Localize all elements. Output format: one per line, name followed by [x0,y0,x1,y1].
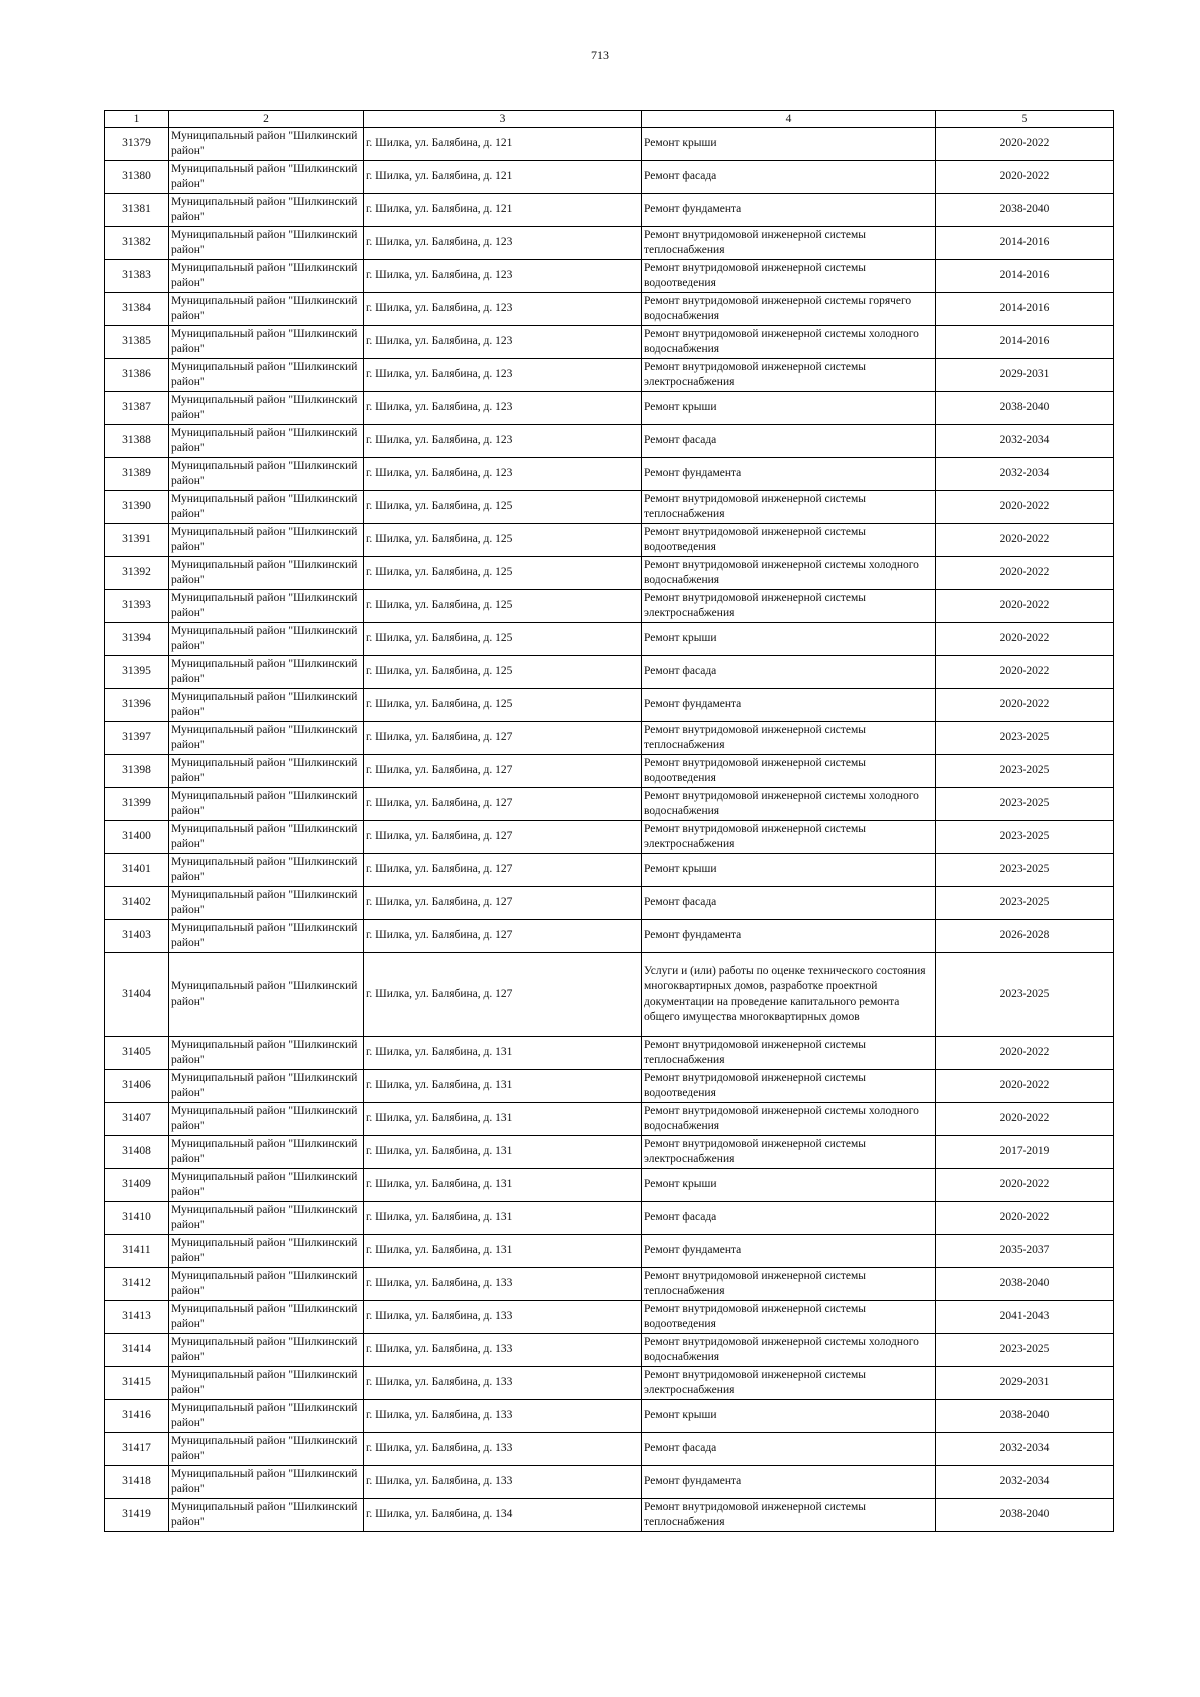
period-cell: 2020-2022 [936,491,1114,524]
header-col-2: 2 [169,111,364,128]
row-number-cell: 31418 [105,1466,169,1499]
table-row [105,755,1114,788]
table-row [105,1334,1114,1367]
table-row [105,953,1114,1037]
period-cell: 2014-2016 [936,326,1114,359]
municipal-area-cell: Муниципальный район "Шилкинский район" [169,887,364,920]
municipal-area-cell: Муниципальный район "Шилкинский район" [169,1103,364,1136]
address-cell: г. Шилка, ул. Балябина, д. 127 [364,788,642,821]
address-cell: г. Шилка, ул. Балябина, д. 125 [364,590,642,623]
work-type-cell: Ремонт внутридомовой инженерной системы холодного водоснабжения [642,557,936,590]
municipal-area-cell: Муниципальный район "Шилкинский район" [169,1433,364,1466]
municipal-area-cell: Муниципальный район "Шилкинский район" [169,689,364,722]
period-cell: 2020-2022 [936,161,1114,194]
municipal-area-cell: Муниципальный район "Шилкинский район" [169,1037,364,1070]
row-number-cell: 31391 [105,524,169,557]
municipal-area-cell: Муниципальный район "Шилкинский район" [169,359,364,392]
address-cell: г. Шилка, ул. Балябина, д. 125 [364,491,642,524]
row-number-cell: 31403 [105,920,169,953]
municipal-area-cell: Муниципальный район "Шилкинский район" [169,1301,364,1334]
work-type-cell: Ремонт крыши [642,1169,936,1202]
municipal-area-cell: Муниципальный район "Шилкинский район" [169,260,364,293]
header-row [105,111,1114,128]
municipal-area-cell: Муниципальный район "Шилкинский район" [169,1235,364,1268]
address-cell: г. Шилка, ул. Балябина, д. 123 [364,359,642,392]
row-number-cell: 31381 [105,194,169,227]
row-number-cell: 31405 [105,1037,169,1070]
work-type-cell: Ремонт фасада [642,425,936,458]
municipal-area-cell: Муниципальный район "Шилкинский район" [169,953,364,1037]
row-number-cell: 31393 [105,590,169,623]
row-number-cell: 31399 [105,788,169,821]
period-cell: 2029-2031 [936,359,1114,392]
address-cell: г. Шилка, ул. Балябина, д. 123 [364,326,642,359]
table-row [105,887,1114,920]
table-row [105,425,1114,458]
address-cell: г. Шилка, ул. Балябина, д. 131 [364,1070,642,1103]
address-cell: г. Шилка, ул. Балябина, д. 133 [364,1400,642,1433]
work-type-cell: Ремонт внутридомовой инженерной системы холодного водоснабжения [642,326,936,359]
table-row [105,1136,1114,1169]
work-type-cell: Ремонт внутридомовой инженерной системы электроснабжения [642,590,936,623]
address-cell: г. Шилка, ул. Балябина, д. 127 [364,887,642,920]
address-cell: г. Шилка, ул. Балябина, д. 131 [364,1235,642,1268]
municipal-area-cell: Муниципальный район "Шилкинский район" [169,1400,364,1433]
address-cell: г. Шилка, ул. Балябина, д. 127 [364,722,642,755]
work-type-cell: Ремонт внутридомовой инженерной системы водоотведения [642,1301,936,1334]
work-type-cell: Ремонт крыши [642,1400,936,1433]
municipal-area-cell: Муниципальный район "Шилкинский район" [169,1466,364,1499]
header-col-3: 3 [364,111,642,128]
period-cell: 2023-2025 [936,788,1114,821]
address-cell: г. Шилка, ул. Балябина, д. 127 [364,755,642,788]
municipal-area-cell: Муниципальный район "Шилкинский район" [169,623,364,656]
period-cell: 2038-2040 [936,392,1114,425]
row-number-cell: 31397 [105,722,169,755]
work-type-cell: Ремонт фасада [642,161,936,194]
row-number-cell: 31392 [105,557,169,590]
row-number-cell: 31382 [105,227,169,260]
table-row [105,1367,1114,1400]
table-body [105,128,1114,1532]
table-row [105,821,1114,854]
address-cell: г. Шилка, ул. Балябина, д. 125 [364,689,642,722]
row-number-cell: 31400 [105,821,169,854]
municipal-area-cell: Муниципальный район "Шилкинский район" [169,194,364,227]
period-cell: 2038-2040 [936,1499,1114,1532]
address-cell: г. Шилка, ул. Балябина, д. 131 [364,1202,642,1235]
municipal-area-cell: Муниципальный район "Шилкинский район" [169,1499,364,1532]
address-cell: г. Шилка, ул. Балябина, д. 121 [364,161,642,194]
row-number-cell: 31385 [105,326,169,359]
municipal-area-cell: Муниципальный район "Шилкинский район" [169,1169,364,1202]
work-type-cell: Ремонт внутридомовой инженерной системы электроснабжения [642,1367,936,1400]
address-cell: г. Шилка, ул. Балябина, д. 123 [364,293,642,326]
header-col-1: 1 [105,111,169,128]
work-type-cell: Ремонт внутридомовой инженерной системы водоотведения [642,755,936,788]
work-type-cell: Ремонт внутридомовой инженерной системы холодного водоснабжения [642,1103,936,1136]
period-cell: 2032-2034 [936,1433,1114,1466]
municipal-area-cell: Муниципальный район "Шилкинский район" [169,788,364,821]
work-type-cell: Ремонт фасада [642,887,936,920]
work-type-cell: Ремонт фундамента [642,689,936,722]
period-cell: 2023-2025 [936,1334,1114,1367]
work-type-cell: Ремонт фундамента [642,1235,936,1268]
period-cell: 2017-2019 [936,1136,1114,1169]
municipal-area-cell: Муниципальный район "Шилкинский район" [169,392,364,425]
table-row [105,722,1114,755]
row-number-cell: 31398 [105,755,169,788]
row-number-cell: 31409 [105,1169,169,1202]
work-type-cell: Ремонт фундамента [642,920,936,953]
table-row [105,326,1114,359]
address-cell: г. Шилка, ул. Балябина, д. 133 [364,1466,642,1499]
municipal-area-cell: Муниципальный район "Шилкинский район" [169,722,364,755]
municipal-area-cell: Муниципальный район "Шилкинский район" [169,128,364,161]
row-number-cell: 31380 [105,161,169,194]
row-number-cell: 31408 [105,1136,169,1169]
address-cell: г. Шилка, ул. Балябина, д. 125 [364,557,642,590]
municipal-area-cell: Муниципальный район "Шилкинский район" [169,458,364,491]
page-number: 713 [591,48,609,62]
municipal-area-cell: Муниципальный район "Шилкинский район" [169,590,364,623]
row-number-cell: 31394 [105,623,169,656]
work-type-cell: Ремонт фасада [642,1433,936,1466]
table-row [105,1400,1114,1433]
header-col-5: 5 [936,111,1114,128]
row-number-cell: 31414 [105,1334,169,1367]
municipal-area-cell: Муниципальный район "Шилкинский район" [169,755,364,788]
address-cell: г. Шилка, ул. Балябина, д. 131 [364,1169,642,1202]
work-type-cell: Ремонт фасада [642,656,936,689]
table-row [105,293,1114,326]
municipal-area-cell: Муниципальный район "Шилкинский район" [169,1070,364,1103]
work-type-cell: Ремонт внутридомовой инженерной системы электроснабжения [642,821,936,854]
work-type-cell: Ремонт внутридомовой инженерной системы теплоснабжения [642,1268,936,1301]
table-row [105,656,1114,689]
period-cell: 2026-2028 [936,920,1114,953]
work-type-cell: Ремонт крыши [642,854,936,887]
table-row [105,788,1114,821]
row-number-cell: 31415 [105,1367,169,1400]
period-cell: 2032-2034 [936,1466,1114,1499]
period-cell: 2029-2031 [936,1367,1114,1400]
table-row [105,1301,1114,1334]
period-cell: 2020-2022 [936,1202,1114,1235]
table-row [105,1169,1114,1202]
table-row [105,194,1114,227]
municipal-area-cell: Муниципальный район "Шилкинский район" [169,161,364,194]
period-cell: 2023-2025 [936,953,1114,1037]
table-row [105,1466,1114,1499]
row-number-cell: 31402 [105,887,169,920]
address-cell: г. Шилка, ул. Балябина, д. 127 [364,953,642,1037]
address-cell: г. Шилка, ул. Балябина, д. 133 [364,1334,642,1367]
address-cell: г. Шилка, ул. Балябина, д. 134 [364,1499,642,1532]
address-cell: г. Шилка, ул. Балябина, д. 123 [364,227,642,260]
period-cell: 2020-2022 [936,689,1114,722]
address-cell: г. Шилка, ул. Балябина, д. 121 [364,194,642,227]
period-cell: 2038-2040 [936,1268,1114,1301]
period-cell: 2032-2034 [936,425,1114,458]
address-cell: г. Шилка, ул. Балябина, д. 125 [364,524,642,557]
municipal-area-cell: Муниципальный район "Шилкинский район" [169,1202,364,1235]
municipal-area-cell: Муниципальный район "Шилкинский район" [169,227,364,260]
row-number-cell: 31384 [105,293,169,326]
period-cell: 2020-2022 [936,1103,1114,1136]
municipal-area-cell: Муниципальный район "Шилкинский район" [169,1136,364,1169]
work-type-cell: Ремонт внутридомовой инженерной системы теплоснабжения [642,1037,936,1070]
municipal-area-cell: Муниципальный район "Шилкинский район" [169,854,364,887]
period-cell: 2020-2022 [936,656,1114,689]
row-number-cell: 31395 [105,656,169,689]
table-header [105,111,1114,128]
address-cell: г. Шилка, ул. Балябина, д. 133 [364,1433,642,1466]
municipal-area-cell: Муниципальный район "Шилкинский район" [169,1268,364,1301]
table-row [105,590,1114,623]
work-type-cell: Ремонт внутридомовой инженерной системы холодного водоснабжения [642,1334,936,1367]
work-type-cell: Ремонт крыши [642,128,936,161]
row-number-cell: 31410 [105,1202,169,1235]
row-number-cell: 31396 [105,689,169,722]
repair-schedule-table [104,110,1114,1532]
table-row [105,260,1114,293]
address-cell: г. Шилка, ул. Балябина, д. 123 [364,260,642,293]
address-cell: г. Шилка, ул. Балябина, д. 123 [364,392,642,425]
work-type-cell: Ремонт внутридомовой инженерной системы горячего водоснабжения [642,293,936,326]
table-row [105,227,1114,260]
work-type-cell: Ремонт фасада [642,1202,936,1235]
row-number-cell: 31417 [105,1433,169,1466]
municipal-area-cell: Муниципальный район "Шилкинский район" [169,425,364,458]
table-row [105,161,1114,194]
period-cell: 2014-2016 [936,293,1114,326]
address-cell: г. Шилка, ул. Балябина, д. 133 [364,1367,642,1400]
municipal-area-cell: Муниципальный район "Шилкинский район" [169,557,364,590]
municipal-area-cell: Муниципальный район "Шилкинский район" [169,920,364,953]
row-number-cell: 31401 [105,854,169,887]
table-row [105,623,1114,656]
table-row [105,920,1114,953]
period-cell: 2023-2025 [936,755,1114,788]
row-number-cell: 31387 [105,392,169,425]
address-cell: г. Шилка, ул. Балябина, д. 121 [364,128,642,161]
row-number-cell: 31390 [105,491,169,524]
work-type-cell: Ремонт крыши [642,392,936,425]
row-number-cell: 31411 [105,1235,169,1268]
row-number-cell: 31413 [105,1301,169,1334]
row-number-cell: 31388 [105,425,169,458]
period-cell: 2035-2037 [936,1235,1114,1268]
address-cell: г. Шилка, ул. Балябина, д. 131 [364,1136,642,1169]
table-row [105,392,1114,425]
address-cell: г. Шилка, ул. Балябина, д. 123 [364,458,642,491]
table-row [105,1037,1114,1070]
table-row [105,128,1114,161]
work-type-cell: Ремонт внутридомовой инженерной системы водоотведения [642,1070,936,1103]
table-row [105,458,1114,491]
work-type-cell: Ремонт внутридомовой инженерной системы водоотведения [642,524,936,557]
work-type-cell: Ремонт внутридомовой инженерной системы теплоснабжения [642,722,936,755]
address-cell: г. Шилка, ул. Балябина, д. 127 [364,854,642,887]
table-row [105,557,1114,590]
table-row [105,1070,1114,1103]
municipal-area-cell: Муниципальный район "Шилкинский район" [169,326,364,359]
period-cell: 2023-2025 [936,887,1114,920]
table-row [105,1499,1114,1532]
work-type-cell: Ремонт крыши [642,623,936,656]
work-type-cell: Ремонт фундамента [642,194,936,227]
municipal-area-cell: Муниципальный район "Шилкинский район" [169,491,364,524]
period-cell: 2020-2022 [936,623,1114,656]
period-cell: 2023-2025 [936,722,1114,755]
row-number-cell: 31412 [105,1268,169,1301]
address-cell: г. Шилка, ул. Балябина, д. 131 [364,1037,642,1070]
period-cell: 2020-2022 [936,1037,1114,1070]
table-row [105,1103,1114,1136]
period-cell: 2038-2040 [936,194,1114,227]
period-cell: 2014-2016 [936,227,1114,260]
address-cell: г. Шилка, ул. Балябина, д. 127 [364,920,642,953]
period-cell: 2020-2022 [936,590,1114,623]
work-type-cell: Ремонт внутридомовой инженерной системы водоотведения [642,260,936,293]
row-number-cell: 31404 [105,953,169,1037]
municipal-area-cell: Муниципальный район "Шилкинский район" [169,821,364,854]
table-row [105,1268,1114,1301]
row-number-cell: 31379 [105,128,169,161]
work-type-cell: Ремонт фундамента [642,1466,936,1499]
period-cell: 2041-2043 [936,1301,1114,1334]
table-row [105,689,1114,722]
address-cell: г. Шилка, ул. Балябина, д. 125 [364,656,642,689]
address-cell: г. Шилка, ул. Балябина, д. 133 [364,1268,642,1301]
municipal-area-cell: Муниципальный район "Шилкинский район" [169,1367,364,1400]
period-cell: 2020-2022 [936,128,1114,161]
table-row [105,1235,1114,1268]
address-cell: г. Шилка, ул. Балябина, д. 127 [364,821,642,854]
work-type-cell: Ремонт внутридомовой инженерной системы холодного водоснабжения [642,788,936,821]
address-cell: г. Шилка, ул. Балябина, д. 131 [364,1103,642,1136]
row-number-cell: 31406 [105,1070,169,1103]
period-cell: 2020-2022 [936,524,1114,557]
work-type-cell: Ремонт внутридомовой инженерной системы теплоснабжения [642,227,936,260]
table-row [105,491,1114,524]
address-cell: г. Шилка, ул. Балябина, д. 123 [364,425,642,458]
table-row [105,1202,1114,1235]
municipal-area-cell: Муниципальный район "Шилкинский район" [169,524,364,557]
period-cell: 2023-2025 [936,821,1114,854]
period-cell: 2023-2025 [936,854,1114,887]
municipal-area-cell: Муниципальный район "Шилкинский район" [169,656,364,689]
work-type-cell: Ремонт внутридомовой инженерной системы электроснабжения [642,359,936,392]
row-number-cell: 31386 [105,359,169,392]
row-number-cell: 31407 [105,1103,169,1136]
work-type-cell: Ремонт фундамента [642,458,936,491]
period-cell: 2020-2022 [936,1070,1114,1103]
period-cell: 2038-2040 [936,1400,1114,1433]
row-number-cell: 31389 [105,458,169,491]
work-type-cell: Ремонт внутридомовой инженерной системы электроснабжения [642,1136,936,1169]
work-type-cell: Ремонт внутридомовой инженерной системы теплоснабжения [642,1499,936,1532]
address-cell: г. Шилка, ул. Балябина, д. 125 [364,623,642,656]
period-cell: 2014-2016 [936,260,1114,293]
period-cell: 2032-2034 [936,458,1114,491]
table-row [105,524,1114,557]
municipal-area-cell: Муниципальный район "Шилкинский район" [169,293,364,326]
work-type-cell: Услуги и (или) работы по оценке технического состояния многоквартирных домов, разработке проектной документации на проведение капитального ремонта общего имущества многоквартирных домов [642,953,936,1037]
period-cell: 2020-2022 [936,1169,1114,1202]
table-row [105,854,1114,887]
row-number-cell: 31419 [105,1499,169,1532]
address-cell: г. Шилка, ул. Балябина, д. 133 [364,1301,642,1334]
period-cell: 2020-2022 [936,557,1114,590]
table-row [105,1433,1114,1466]
table-row [105,359,1114,392]
work-type-cell: Ремонт внутридомовой инженерной системы теплоснабжения [642,491,936,524]
municipal-area-cell: Муниципальный район "Шилкинский район" [169,1334,364,1367]
header-col-4: 4 [642,111,936,128]
row-number-cell: 31416 [105,1400,169,1433]
row-number-cell: 31383 [105,260,169,293]
